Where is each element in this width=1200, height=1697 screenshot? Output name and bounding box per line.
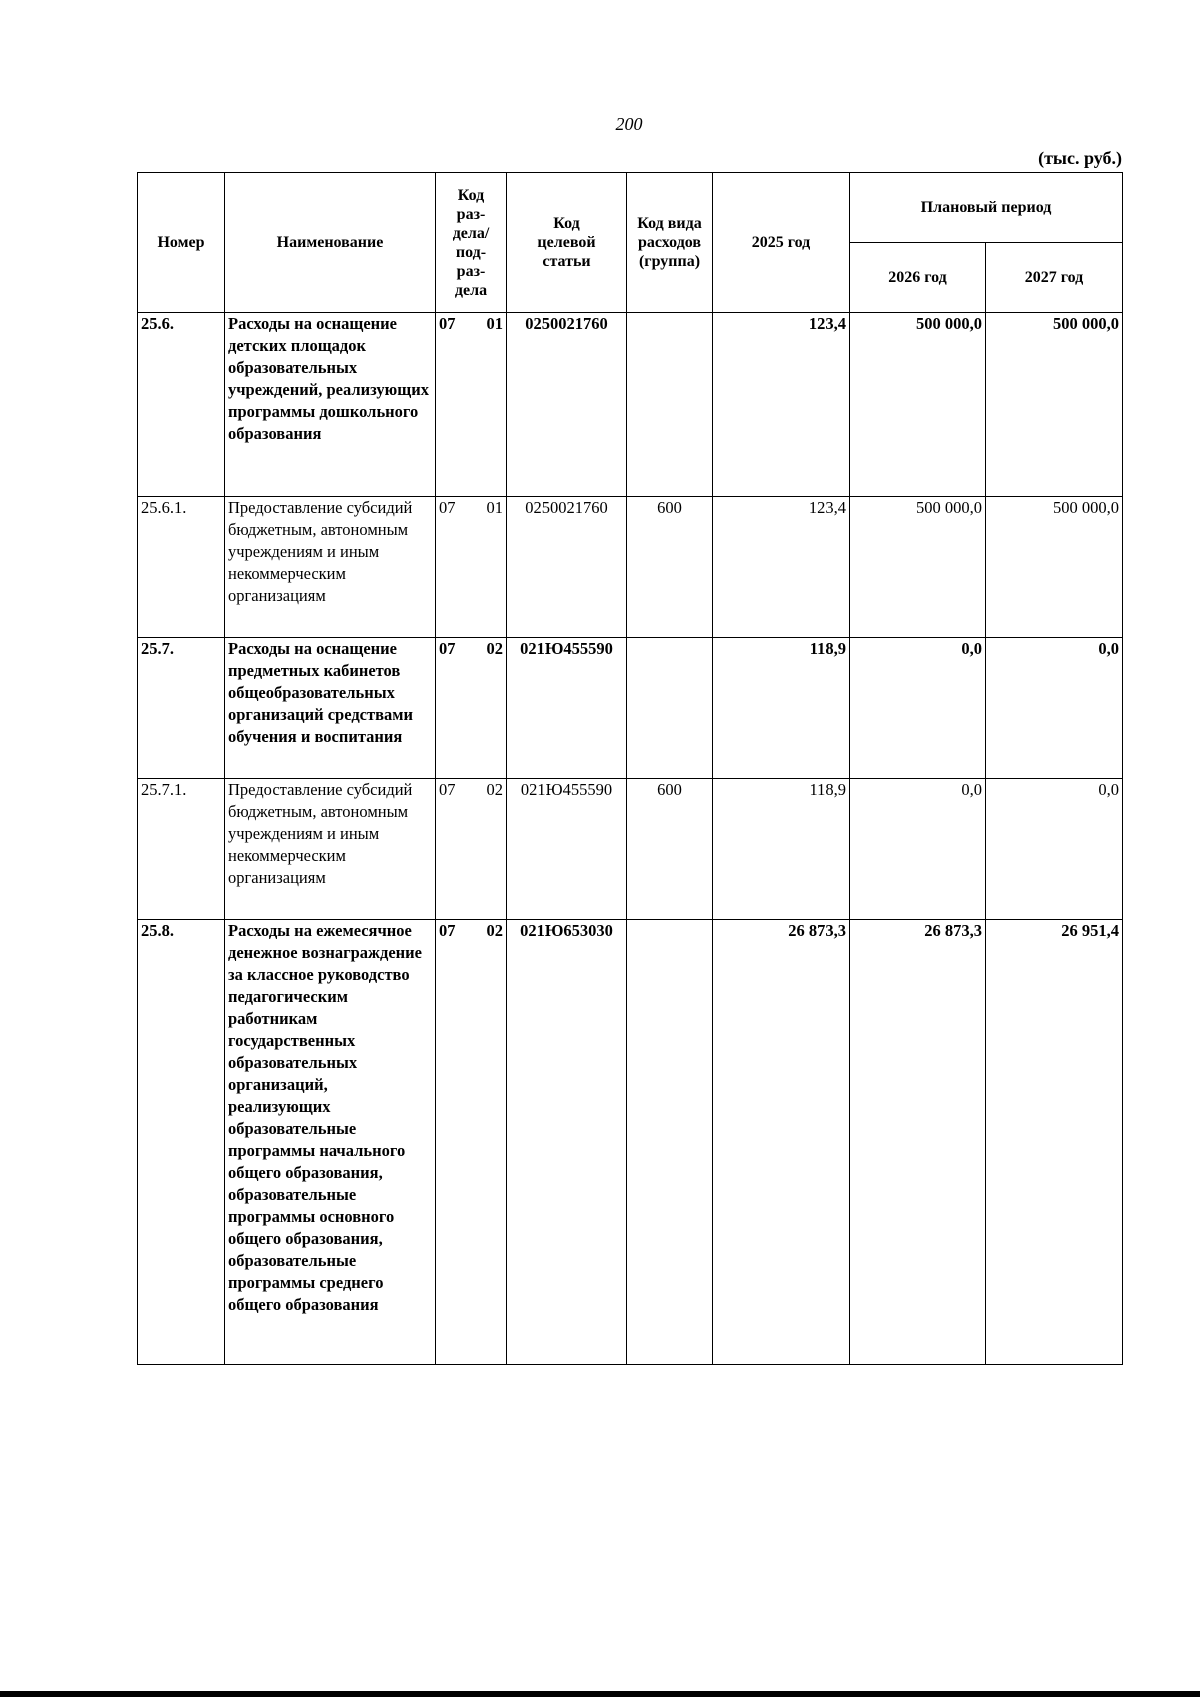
header-number: Номер: [138, 173, 225, 313]
row-target-code: 0250021760: [507, 313, 627, 497]
row-number: 25.8.: [138, 920, 225, 1365]
header-year-2027: 2027 год: [986, 243, 1123, 313]
table-header: [138, 173, 1123, 313]
row-amount-2025: 26 873,3: [713, 920, 850, 1365]
row-amount-2027: 500 000,0: [986, 497, 1123, 638]
row-section: 07: [439, 780, 456, 799]
header-name: Наименование: [225, 173, 436, 313]
row-name: Предоставление субсидий бюджетным, автономным учреждениям и иным некоммерческим организациям: [225, 497, 436, 638]
row-name: Расходы на оснащение детских площадок образовательных учреждений, реализующих программы дошкольного образования: [225, 313, 436, 497]
row-target-code: 021Ю653030: [507, 920, 627, 1365]
row-section-code: [436, 920, 507, 1365]
row-amount-2026: 0,0: [850, 638, 986, 779]
row-section-code: [436, 497, 507, 638]
scan-edge-divider: [0, 1691, 1200, 1697]
row-name: Предоставление субсидий бюджетным, автономным учреждениям и иным некоммерческим организациям: [225, 779, 436, 920]
table-row: [138, 313, 1123, 497]
row-expense-type: [627, 920, 713, 1365]
row-amount-2027: 0,0: [986, 779, 1123, 920]
row-number: 25.7.: [138, 638, 225, 779]
row-amount-2025: 123,4: [713, 497, 850, 638]
row-section: 07: [439, 921, 456, 940]
row-section-code: [436, 779, 507, 920]
table-row: [138, 638, 1123, 779]
row-section: 07: [439, 314, 456, 333]
row-expense-type: 600: [627, 779, 713, 920]
budget-table: [137, 172, 1123, 1365]
row-subsection: 02: [486, 780, 503, 799]
header-year-2025: 2025 год: [713, 173, 850, 313]
row-target-code: 0250021760: [507, 497, 627, 638]
row-amount-2026: 26 873,3: [850, 920, 986, 1365]
row-section: 07: [439, 498, 456, 517]
row-subsection: 01: [486, 314, 503, 333]
row-subsection: 02: [486, 921, 503, 940]
row-target-code: 021Ю455590: [507, 638, 627, 779]
row-section: 07: [439, 639, 456, 658]
row-number: 25.6.: [138, 313, 225, 497]
row-subsection: 02: [486, 639, 503, 658]
row-expense-type: [627, 313, 713, 497]
header-expense-type: Код вида расходов (группа): [627, 173, 713, 313]
row-target-code: 021Ю455590: [507, 779, 627, 920]
page-number: 200: [615, 114, 643, 134]
header-target-code: Код целевой статьи: [507, 173, 627, 313]
row-amount-2026: 0,0: [850, 779, 986, 920]
row-section-code: [436, 638, 507, 779]
row-amount-2027: 26 951,4: [986, 920, 1123, 1365]
row-amount-2027: 500 000,0: [986, 313, 1123, 497]
row-number: 25.6.1.: [138, 497, 225, 638]
row-amount-2025: 118,9: [713, 638, 850, 779]
row-expense-type: [627, 638, 713, 779]
table-row: [138, 779, 1123, 920]
header-year-2026: 2026 год: [850, 243, 986, 313]
row-amount-2025: 123,4: [713, 313, 850, 497]
row-amount-2027: 0,0: [986, 638, 1123, 779]
row-section-code: [436, 313, 507, 497]
row-amount-2026: 500 000,0: [850, 313, 986, 497]
table-row: [138, 497, 1123, 638]
row-amount-2025: 118,9: [713, 779, 850, 920]
row-subsection: 01: [486, 498, 503, 517]
row-amount-2026: 500 000,0: [850, 497, 986, 638]
table-row: [138, 920, 1123, 1365]
units-label: (тыс. руб.): [1038, 148, 1122, 168]
row-number: 25.7.1.: [138, 779, 225, 920]
header-section-code: Код раз- дела/ под- раз- дела: [436, 173, 507, 313]
row-name: Расходы на ежемесячное денежное вознаграждение за классное руководство педагогическим работникам государственных образовательных организаций, реализующих образовательные программы начального общего образования, образовательные программы основного общего образования, образовательные программы среднего общего образования: [225, 920, 436, 1365]
header-planned-period: Плановый период: [850, 173, 1123, 243]
table-body: [138, 313, 1123, 1365]
row-name: Расходы на оснащение предметных кабинетов общеобразовательных организаций средствами обучения и воспитания: [225, 638, 436, 779]
row-expense-type: 600: [627, 497, 713, 638]
